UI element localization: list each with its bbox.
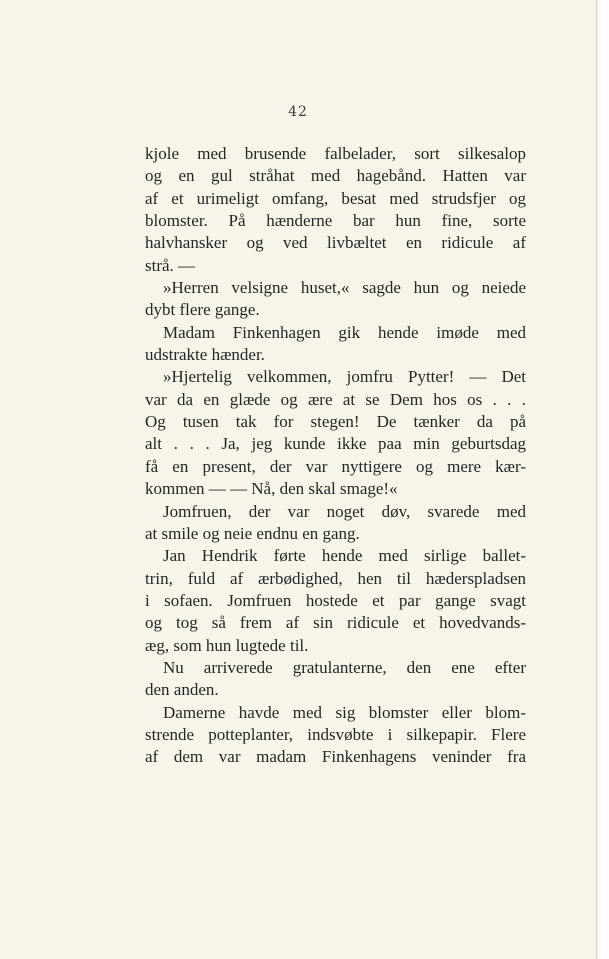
text-line: »Herren velsigne huset,« sagde hun og neiede <box>163 278 526 298</box>
text-line: kommen — — Nå, den skal smage!« <box>145 479 398 499</box>
text-line: Jan Hendrik førte hende med sirlige ballet- <box>163 546 526 566</box>
text-line: at smile og neie endnu en gang. <box>145 523 360 543</box>
text-line: strende potteplanter, indsvøbte i silkepapir. Flere <box>145 724 526 744</box>
text-line: den anden. <box>145 680 219 700</box>
text-line: udstrakte hænder. <box>145 345 265 365</box>
text-line: trin, fuld af ærbødighed, hen til hæderspladsen <box>145 568 526 588</box>
body-text <box>145 143 526 769</box>
text-line: halvhansker og ved livbæltet en ridicule af <box>145 233 526 253</box>
text-line: Madam Finkenhagen gik hende imøde med <box>163 322 526 342</box>
text-line: Damerne havde med sig blomster eller blom- <box>163 702 526 722</box>
text-line: alt . . . Ja, jeg kunde ikke paa min geburtsdag <box>145 434 526 454</box>
text-line: og tog så frem af sin ridicule et hovedvands- <box>145 613 526 633</box>
text-line: i sofaen. Jomfruen hostede et par gange svagt <box>145 590 526 610</box>
text-line: og en gul stråhat med hagebånd. Hatten var <box>145 166 526 186</box>
text-line: af et urimeligt omfang, besat med strudsfjer og <box>145 188 526 208</box>
text-line: dybt flere gange. <box>145 300 260 320</box>
text-line: Jomfruen, der var noget døv, svarede med <box>163 501 526 521</box>
text-line: blomster. På hænderne bar hun fine, sorte <box>145 211 526 231</box>
text-line: Nu arriverede gratulanterne, den ene efter <box>163 657 526 677</box>
text-line: strå. — <box>145 255 196 275</box>
text-line: Og tusen tak for stegen! De tænker da på <box>145 412 526 432</box>
page-number: 42 <box>288 104 308 120</box>
text-line: æg, som hun lugtede til. <box>145 635 309 655</box>
text-line: var da en glæde og ære at se Dem hos os . . . <box>145 389 526 409</box>
text-line: »Hjertelig velkommen, jomfru Pytter! — Det <box>163 367 526 387</box>
text-line: få en present, der var nyttigere og mere kær- <box>145 456 526 476</box>
text-line: af dem var madam Finkenhagens veninder fra <box>145 747 526 767</box>
text-line: kjole med brusende falbelader, sort silkesalop <box>145 144 526 163</box>
